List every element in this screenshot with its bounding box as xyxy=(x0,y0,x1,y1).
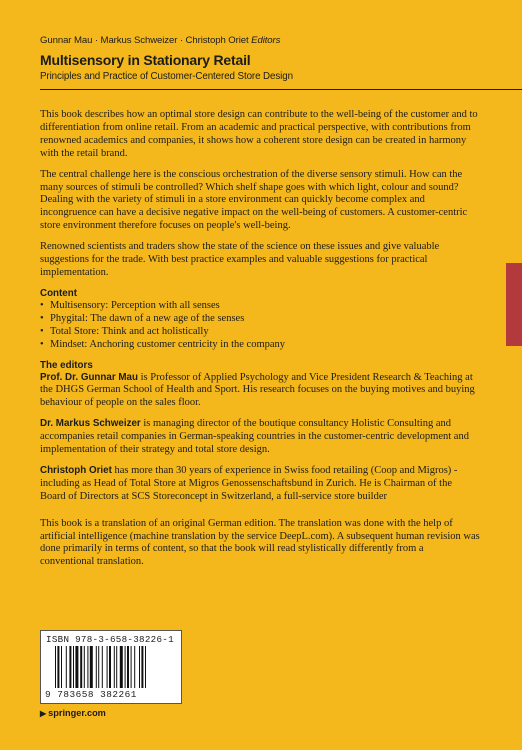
editors-role: Editors xyxy=(251,35,281,46)
content-list xyxy=(40,300,480,352)
book-subtitle: Principles and Practice of Customer-Centered Store Design xyxy=(40,71,293,82)
publisher-link[interactable] xyxy=(40,708,106,718)
list-item: • Multisensory: Perception with all senses xyxy=(40,299,220,311)
barcode-icon xyxy=(55,646,175,688)
editors-heading: The editors xyxy=(40,359,93,371)
editor-bio-oriet: Christoph Oriet has more than 30 years of experience in Swiss food retailing (Coop and Migros) - including as Head of Total Store at Migros Genossenschaftsbund in Zurich. He is Chairman of the Board of Directors at SCS Storeconcept in Switzerland, a full-service store builder xyxy=(40,464,458,502)
isbn-text: ISBN 978-3-658-38226-1 xyxy=(46,634,174,645)
editors-names: Gunnar Mau · Markus Schweizer · Christoph Oriet xyxy=(40,35,249,46)
bullet-icon: • xyxy=(40,299,44,311)
header-divider xyxy=(40,89,522,90)
bullet-icon: • xyxy=(40,312,44,324)
ean-digits: 9 783658 382261 xyxy=(45,689,137,700)
editors-line xyxy=(40,35,480,46)
side-color-tab xyxy=(506,263,522,346)
book-title: Multisensory in Stationary Retail xyxy=(40,52,251,68)
publisher-url: springer.com xyxy=(48,708,106,718)
editor-name: Christoph Oriet xyxy=(40,464,112,476)
cover-header xyxy=(40,35,480,82)
description-paragraph-1: This book describes how an optimal store design can contribute to the well-being of the customer and to differentiation from online retail. From an academic and practical perspective, with contributions from renowned academics and companies, it shows how a coherent store design can be created in harmony with the retail brand. xyxy=(40,109,478,159)
editor-bio-schweizer: Dr. Markus Schweizer is managing director of the boutique consultancy Holistic Consulting and accompanies retail companies in German-speaking countries in the customer-centric development and implementation of their strategy and total store design. xyxy=(40,418,469,456)
bullet-icon: • xyxy=(40,338,44,350)
list-item: • Mindset: Anchoring customer centricity in the company xyxy=(40,338,286,350)
description-paragraph-2: The central challenge here is the conscious orchestration of the diverse sensory stimuli. How can the many sources of stimuli be controlled? Which shelf shape goes with which light, colour and sound? Dealing with the variety of stimuli in a store environment can quickly become complex and incongruence can have a decisive negative impact on the well-being of customers. A customer-centric store environment therefore focuses on people's well-being. xyxy=(40,168,468,232)
back-cover-body xyxy=(40,109,480,577)
translation-note: This book is a translation of an original German edition. The translation was done with the help of artificial intelligence (machine translation by the service DeepL.com). A subsequent human revision was done primarily in terms of content, so that the book will read stylistically differently from a conventional translation. xyxy=(40,517,480,568)
editor-name: Dr. Markus Schweizer xyxy=(40,418,141,430)
list-item: • Total Store: Think and act holistically xyxy=(40,325,209,337)
content-heading: Content xyxy=(40,287,78,299)
description-paragraph-3: Renowned scientists and traders show the state of the science on these issues and give valuable suggestions for the trade. With best practice examples and valuable suggestions for practical implementation. xyxy=(40,241,440,278)
barcode-box xyxy=(40,630,182,704)
bullet-icon: • xyxy=(40,325,44,337)
editor-bio-mau: Prof. Dr. Gunnar Mau is Professor of Applied Psychology and Vice President Research & Teaching at the DHGS German School of Health and Sport. His research focuses on the buying motives and buying behaviour of people on the sales floor. xyxy=(40,371,475,409)
list-item: • Phygital: The dawn of a new age of the senses xyxy=(40,312,245,324)
play-arrow-icon: ▶ xyxy=(40,709,47,718)
editor-name: Prof. Dr. Gunnar Mau xyxy=(40,371,138,383)
